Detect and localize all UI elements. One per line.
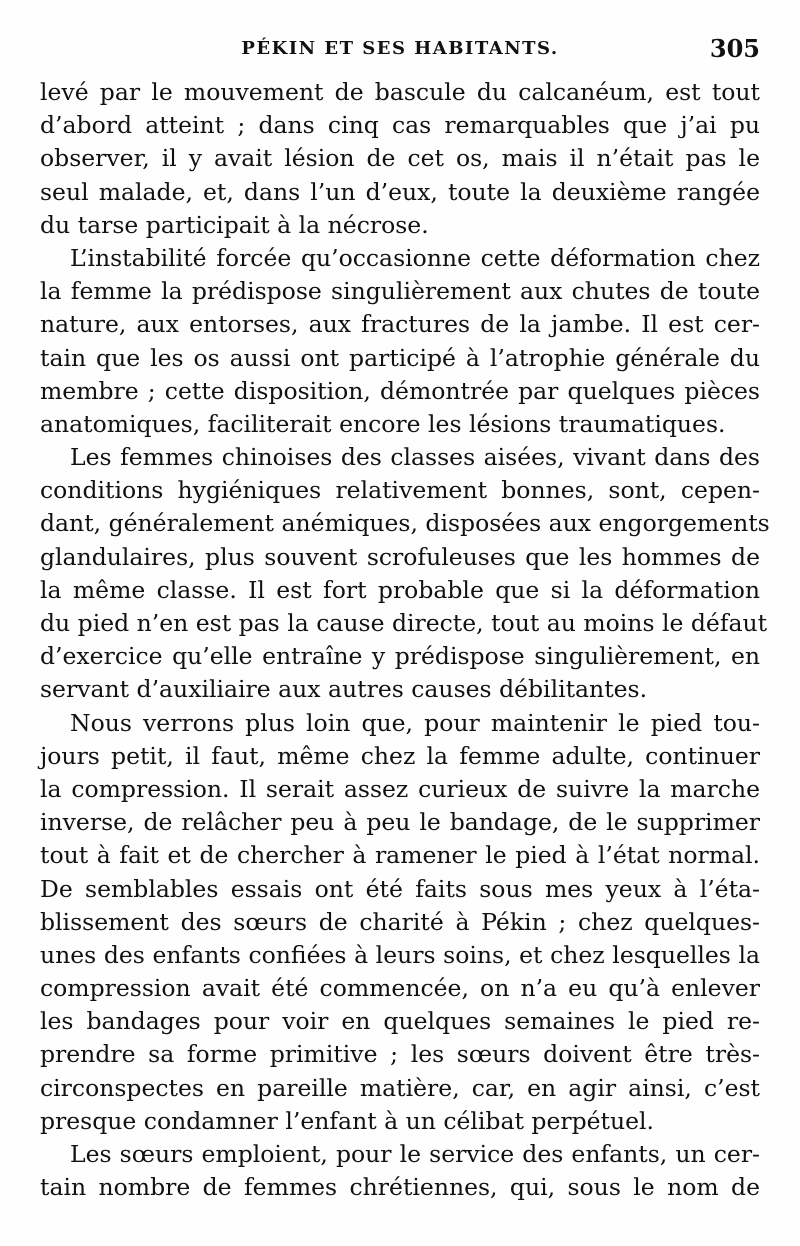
paragraph <box>40 1138 760 1204</box>
text-line: conditions hygiéniques relativement bonnes, sont, cepen- <box>40 476 760 505</box>
text-line: inverse, de relâcher peu à peu le bandage, de le supprimer <box>40 808 760 837</box>
text-line: du pied n’en est pas la cause directe, tout au moins le défaut <box>40 609 768 637</box>
text-line: servant d’auxiliaire aux autres causes débilitantes. <box>40 675 648 704</box>
text-line: tain que les os aussi ont participé à l’atrophie générale du <box>40 343 760 372</box>
paragraph <box>40 76 760 242</box>
body-text <box>40 76 770 1204</box>
text-line: nature, aux entorses, aux fractures de la jambe. Il est cer- <box>40 310 760 339</box>
text-line: observer, il y avait lésion de cet os, mais il n’était pas le <box>40 144 760 173</box>
text-line: la compression. Il serait assez curieux de suivre la marche <box>40 774 760 803</box>
running-title: PÉKIN ET SES HABITANTS. <box>241 38 559 59</box>
text-line: du tarse participait à la nécrose. <box>40 210 429 239</box>
text-line: circonspectes en pareille matière, car, en agir ainsi, c’est <box>40 1073 760 1102</box>
text-line: la femme la prédispose singulièrement aux chutes de toute <box>40 277 760 306</box>
text-line: les bandages pour voir en quelques semaines le pied re- <box>40 1007 760 1036</box>
paragraph <box>40 707 760 1138</box>
text-line: membre ; cette disposition, démontrée par quelques pièces <box>40 376 760 405</box>
text-line: Les sœurs emploient, pour le service des enfants, un cer- <box>70 1140 760 1168</box>
text-line: unes des enfants confiées à leurs soins, et chez lesquelles la <box>40 940 760 969</box>
text-line: glandulaires, plus souvent scrofuleuses que les hommes de <box>40 542 760 571</box>
text-line: seul malade, et, dans l’un d’eux, toute la deuxième rangée <box>40 177 760 206</box>
text-line: prendre sa forme primitive ; les sœurs doivent être très- <box>40 1040 760 1069</box>
text-line: levé par le mouvement de bascule du calcanéum, est tout <box>40 78 760 106</box>
text-line: De semblables essais ont été faits sous mes yeux à l’éta- <box>40 874 760 903</box>
text-line: anatomiques, faciliterait encore les lésions traumatiques. <box>40 409 726 438</box>
text-line: d’abord atteint ; dans cinq cas remarquables que j’ai pu <box>40 111 760 140</box>
text-line: Les femmes chinoises des classes aisées, vivant dans des <box>70 443 760 472</box>
text-line: Nous verrons plus loin que, pour maintenir le pied tou- <box>70 708 760 737</box>
page-header <box>40 34 760 66</box>
text-line: jours petit, il faut, même chez la femme adulte, continuer <box>40 741 760 770</box>
text-line: d’exercice qu’elle entraîne y prédispose singulièrement, en <box>40 642 760 671</box>
text-line: la même classe. Il est fort probable que si la déformation <box>40 575 760 604</box>
text-line: dant, généralement anémiques, disposées aux engorgements <box>40 509 770 538</box>
text-line: presque condamner l’enfant à un célibat perpétuel. <box>40 1106 655 1135</box>
text-line: compression avait été commencée, on n’a eu qu’à enlever <box>40 974 760 1003</box>
paragraph <box>40 441 770 707</box>
text-line: tout à fait et de chercher à ramener le pied à l’état normal. <box>40 841 760 870</box>
text-line: tain nombre de femmes chrétiennes, qui, sous le nom de <box>40 1173 760 1202</box>
text-line: L’instabilité forcée qu’occasionne cette déformation chez <box>70 243 760 272</box>
paragraph <box>40 242 760 441</box>
text-line: blissement des sœurs de charité à Pékin ; chez quelques- <box>40 907 760 936</box>
page-number: 305 <box>709 34 760 63</box>
